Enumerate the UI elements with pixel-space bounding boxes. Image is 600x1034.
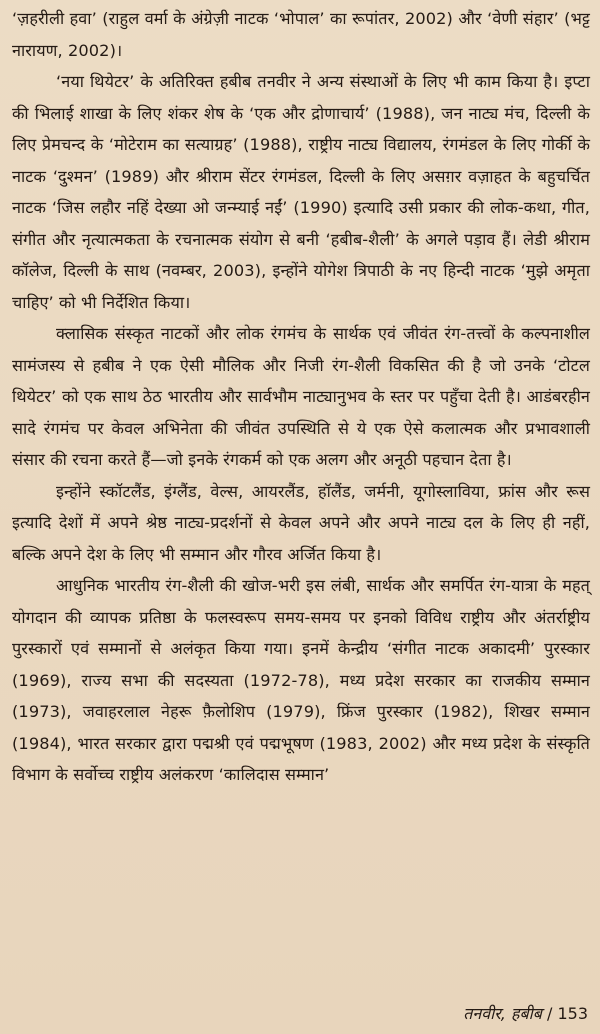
paragraph-continuation: ‘ज़हरीली हवा’ (राहुल वर्मा के अंग्रेज़ी नाटक ‘भोपाल’ का रूपांतर, 2002) और ‘वेणी संहार’ (भट्ट नारायण, 2002)। bbox=[12, 9, 590, 60]
paragraph-awards: आधुनिक भारतीय रंग-शैली की खोज-भरी इस लंबी, सार्थक और समर्पित रंग-यात्रा के महत् योगदान की व्यापक प्रतिष्ठा के फलस्वरूप समय-समय पर इनको विविध राष्ट्रीय और अंतर्राष्ट्रीय पुरस्कारों एवं सम्मानों से अलंकृत किया गया। इनमें केन्द्रीय ‘संगीत नाटक अकादमी’ पुरस्कार (1969), राज्य सभा की सदस्यता (1972-78), मध्य प्रदेश सरकार का राजकीय सम्मान (1973), जवाहरलाल नेहरू फ़ैलोशिप (1979), फ्रिंज पुरस्कार (1982), शिखर सम्मान (1984), भारत सरकार द्वारा पद्मश्री एवं पद्मभूषण (1983, 2002) और मध्य प्रदेश के संस्कृति विभाग के सर्वोच्च राष्ट्रीय अलंकरण ‘कालिदास सम्मान’ bbox=[12, 576, 590, 784]
page-number: 153 bbox=[557, 1004, 588, 1023]
page-footer bbox=[463, 1002, 588, 1026]
body-text bbox=[12, 3, 590, 791]
running-title: तनवीर, हबीब bbox=[463, 1004, 542, 1023]
paragraph-tours: इन्होंने स्कॉटलैंड, इंग्लैंड, वेल्स, आयरलैंड, हॉलैंड, जर्मनी, यूगोस्लाविया, फ्रांस और रूस इत्यादि देशों में अपने श्रेष्ठ नाट्य-प्रदर्शनों से केवल अपने और अपने नाट्य दल के लिए ही नहीं, बल्कि अपने देश के लिए भी सम्मान और गौरव अर्जित किया है। bbox=[12, 481, 590, 564]
paragraph-other-institutions: ‘नया थियेटर’ के अतिरिक्त हबीब तनवीर ने अन्य संस्थाओं के लिए भी काम किया है। इप्टा की भिलाई शाखा के लिए शंकर शेष के ‘एक और द्रोणाचार्य’ (1988), जन नाट्य मंच, दिल्ली के लिए प्रेमचन्द के ‘मोटेराम का सत्याग्रह’ (1988), राष्ट्रीय नाट्य विद्यालय, रंगमंडल के लिए गोर्की के नाटक ‘दुश्मन’ (1989) और श्रीराम सेंटर रंगमंडल, दिल्ली के लिए असग़र वज़ाहत के बहुचर्चित नाटक ‘जिस लहौर नहिं देख्या ओ जन्म्याई नईं’ (1990) इत्यादि उसी प्रकार की लोक-कथा, गीत, संगीत और नृत्यात्मकता के रचनात्मक संयोग से बनी ‘हबीब-शैली’ के अगले पड़ाव हैं। लेडी श्रीराम कॉलेज, दिल्ली के साथ (नवम्बर, 2003), इन्होंने योगेश त्रिपाठी के नए हिन्दी नाटक ‘मुझे अमृता चाहिए’ को भी निर्देशित किया। bbox=[12, 72, 590, 312]
paragraph-style: क्लासिक संस्कृत नाटकों और लोक रंगमंच के सार्थक एवं जीवंत रंग-तत्त्वों के कल्पनाशील सामंजस्य से हबीब ने एक ऐसी मौलिक और निजी रंग-शैली विकसित की है जो उनके ‘टोटल थियेटर’ को एक साथ ठेठ भारतीय और सार्वभौम नाट्यानुभव के स्तर पर पहुँचा देती है। आडंबरहीन सादे रंगमंच पर केवल अभिनेता की जीवंत उपस्थिति से ये एक ऐसे कलात्मक और प्रभावशाली संसार की रचना करते हैं—जो इनके रंगकर्म को एक अलग और अनूठी पहचान देता है। bbox=[12, 324, 590, 469]
footer-separator: / bbox=[541, 1004, 558, 1023]
